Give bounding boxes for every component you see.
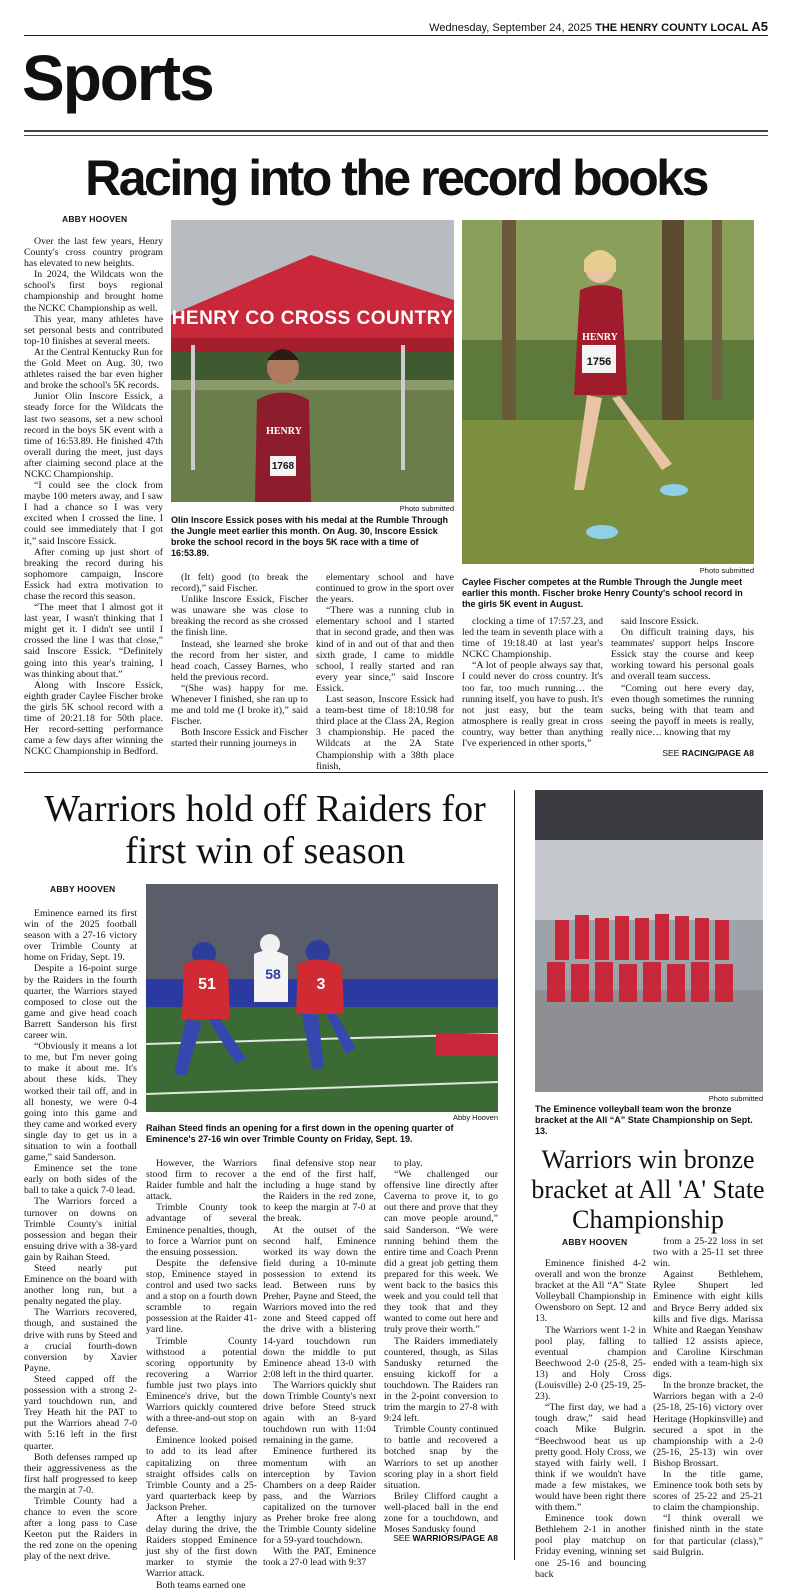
story2-column-3: final defensive stop near the end of the first half, including a huge stand by the Raiders in the red zone, to keep the margin at 7-0 at the break. At the outset of the second half, Eminence worked its way down the field during a 10-minute possession to extend its lead. Between runs by Preher, Payne and Steed, the Warriors moved into the red zone and Steed capped off the drive with a blistering 14-yard touchdown run down the middle to put Eminence ahead 13-0 with 2:08 left in the third quarter. The Warriors quickly shut down Trimble County's next drive before Steed struck again with an 8-yard touchdown run with 11:04 remaining in the game. Eminence furthered its momentum with an interception by Tavion Chambers on a deep Raider pass, and the Warriors capitalized on the turnover as Preher broke free along the Trimble County sideline for a 59-yard touchdown. With the PAT, Eminence took a 27-0 lead with 9:37	[263, 1158, 376, 1569]
story3-column-2: from a 25-22 loss in set two with a 25-11 set three win. Against Bethlehem, Rylee Shupert led Eminence with eight kills and Bryce Berry added six kills and five digs. Marissa White and Raegan Yenshaw tallied 12 assists apiece, and Caroline Kirschman ended with a team-high six digs. In the bronze bracket, the Warriors began with a 2-0 (25-18, 25-16) victory over Heritage (Hopkinsville) and secured a spot in the championship with a 2-0 (25-16, 25-13) win over Bishop Brossart. In the title game, Eminence took both sets by scores of 25-22 and 25-21 to claim the championship. “I think overall we finished ninth in the state for that particular (class),” said Bulgrin.	[653, 1236, 763, 1558]
story1-column-3: elementary school and have continued to grow in the sport over the years. “There was a running club in elementary school and I started that in second grade, and then was kind of in and out of that and then sixth grade, I came to middle school, I really started and ran every year since,” said Inscore Essick. Last season, Inscore Essick had a team-best time of 18:10.98 for third place at the Class 2A, Region 3 championship. He paced the Wildcats at the 2A State Championship with a 38th place finish,	[316, 572, 454, 772]
column-divider	[514, 790, 515, 1560]
story1-photo2-credit: Photo submitted	[699, 566, 754, 575]
story1-headline: Racing into the record books	[85, 150, 707, 206]
story2-column-1: Eminence earned its first win of the 2025 football season with a 27-16 victory over Trimble County at home on Friday, Sept. 19. Despite a 16-point surge by the Raiders in the fourth quarter, the Warriors stayed composed to close out the game and give head coach Barrett Sanderson his first career win. “Obviously it means a lot to me, but I'm never going to make it about me. It's about these kids. They worked their tail off, and in all honesty, we were 0-4 going into this game and they came and worked every single day to get us in a situation to win a football game,” said Sanderson. Eminence set the tone early on both sides of the ball to take a quick 7-0 lead. The Warriors forced a turnover on downs on Trimble County's initial possession and began their ensuing drive with a 38-yard gain by Raihan Steed. Steed nearly put Eminence on the board with another long run, but a penalty negated the play. The Warriors recovered, though, and sustained the drive with runs by Steed and a crucial fourth-down conversion by Xavier Payne. Steed capped off the possession with a strong 2-yard touchdown run, and Trey Heath hit the PAT to put the Warriors ahead 7-0 with 5:16 left in the first quarter. Both defenses ramped up their aggressiveness as the first half progressed to keep the margin at 7-0. Trimble County had a chance to even the score after a long pass to Case Keeton put the Raiders in the red zone on the opening play of the next drive.	[24, 908, 137, 1563]
story2-photo-football	[146, 884, 498, 1112]
jersey-number: 51	[198, 976, 216, 993]
section-title: Sports	[22, 42, 213, 114]
story2-jump-line[interactable]: SEE WARRIORS/PAGE A8	[393, 1533, 498, 1543]
tent-banner-text: HENRY CO CROSS COUNTRY	[171, 308, 454, 329]
race-bib-number: 1756	[586, 356, 612, 368]
story3-photo-caption: The Eminence volleyball team won the bronze bracket at the All “A” State Championship on Sept. 13.	[535, 1104, 753, 1136]
story3-photo-volleyball-team	[535, 790, 763, 1092]
story2-photo-credit: Abby Hooven	[452, 1113, 498, 1122]
story-divider	[24, 772, 768, 773]
story1-photo2-caption: Caylee Fischer competes at the Rumble Through the Jungle meet earlier this month. Fischer broke Henry County's school record in the girls 5K event in August.	[462, 577, 743, 609]
story1-photo-runner-woods	[462, 220, 754, 564]
story1-column-2: (It felt) good (to break the record),” said Fischer. Unlike Inscore Essick, Fischer was unaware she was close to breaking the record as she crossed the finish line. Instead, she learned she broke the record from her sister, and head coach, Cassey Barnes, who held the previous record. “(She was) happy for me. Whenever I finished, she ran up to me and told me (I broke it),” said Fischer. Both Inscore Essick and Fischer started their running journeys in	[171, 572, 308, 750]
story3-column-1: Eminence finished 4-2 overall and won the bronze bracket at the All “A” State Volleyball Championship in Owensboro on Sept. 12 and 13. The Warriors went 1-2 in pool play, falling to eventual champion Beechwood 2-0 (25-8, 25-13) and Holy Cross (Louisville) 2-0 (25-19, 25-23). “The first day, we had a tough draw,” said head coach Mike Bulgrin. “Beechwood beat us up pretty good. Holy Cross, we stayed with fairly well. I think if we wouldn't have made a few mistakes, we would have been right there with them.” Eminence took down Bethlehem 2-1 in another pool play matchup on Friday evening, winning set one 25-16 and bouncing back	[535, 1258, 646, 1580]
jersey-number: 3	[316, 976, 326, 993]
newspaper-name: THE HENRY COUNTY LOCAL	[595, 22, 749, 34]
story1-photo1-credit: Photo submitted	[399, 504, 454, 513]
story1-column-5: said Inscore Essick. On difficult training days, his teammates' support helps Inscore Essick stay the course and keep working toward his personal goals and overall team success. “Coming out here every day, even though sometimes the running sucks, being with that team and seeing the payoff in meets is really, really nice… knowing that my	[611, 616, 754, 738]
story2-column-4: to play. “We challenged our offensive line directly after Caverna to prove it, to go out there and prove that they can move people around,” said Sanderson. “We were running behind them the entire time and Coach Prenn did a great job getting them prepared for this week. We went back to the basics this week and you could tell that they took that and they wanted to come out here and truly prove their worth.” The Raiders immediately countered, though, as Silas Sandusky returned the ensuing kickoff for a touchdown. The Raiders ran in the 2-point conversion to trim the margin to 27-8 with 9:24 left. Trimble County continued to battle and recovered a botched snap by the Warriors to set up another scoring play in a short field situation. Briley Clifford caught a well-placed ball in the end zone for a touchdown, and Moses Sandusky found	[384, 1158, 498, 1536]
story1-column-4: clocking a time of 17:57.23, and led the team in seventh place with a time of 19:18.40 at last year's NCKC Championship. “A lot of people always say that, I could never do cross country. It's too far, too much running… the running itself, you have to push. It's not just easy, but the team atmosphere is really great in cross country, way better than anything I've experienced in other sports,”	[462, 616, 603, 750]
story1-photo1-caption: Olin Inscore Essick poses with his medal at the Rumble Through the Jungle meet earlier this month. On Aug. 30, Inscore Essick broke the school record in the boys 5K race with a time of 16:53.89.	[171, 515, 449, 558]
story2-photo-caption: Raihan Steed finds an opening for a first down in the opening quarter of Eminence's 27-16 win over Trimble County on Friday, Sept. 19.	[146, 1123, 454, 1144]
jersey-text: HENRY	[266, 426, 302, 437]
story3-byline: ABBY HOOVEN	[562, 1237, 628, 1247]
story2-byline: ABBY HOOVEN	[50, 884, 116, 894]
story3-headline: Warriors win bronze bracket at All 'A' State Championship	[531, 1145, 765, 1234]
story1-photo-runner-tent	[171, 220, 454, 502]
jersey-text: HENRY	[582, 332, 618, 343]
jersey-number: 58	[265, 966, 281, 982]
story3-photo-credit: Photo submitted	[708, 1094, 763, 1103]
story2-column-2: However, the Warriors stood firm to recover a Raider fumble and halt the attack. Trimble County took advantage of several Eminence penalties, though, to force a Warrior punt on the ensuing possession. Despite the defensive stop, Eminence stayed in control and used two sacks and a stop on a fourth down scramble to regain possession at the Raider 41-yard line. Trimble County withstood a potential scoring opportunity by recovering a Warrior fumble just two plays into Eminence's drive, but the Warriors quickly countered with a three-and-out stop on defense. Eminence looked poised to add to its lead after capitalizing on three straight offsides calls on Trimble County and a 25-yard quarterback keep by Jackson Preher. After a lengthy injury delay during the drive, the Raiders stopped Eminence just shy of the first down marker to stymie the Warrior attack. Both teams earned one	[146, 1158, 257, 1591]
issue-date: Wednesday, September 24, 2025	[429, 22, 593, 34]
story1-column-1: Over the last few years, Henry County's cross country program has elevated to new heights. In 2024, the Wildcats won the school's first boys regional championship and brought home the NCKC Championship as well. This year, many athletes have set personal bests and contributed top-10 finishes at several meets. At the Central Kentucky Run for the Gold Meet on Aug. 30, two athletes raised the bar even higher and broke the school's 5K records. Junior Olin Inscore Essick, a steady force for the Wildcats the last two seasons, set a new school record in the boys 5K event with a time of 16:53.89. He finished 47th overall during the meet, just days after claiming second place at the NCKC Championship. “I could see the clock from maybe 100 meters away, and I saw I had a chance so I was very excited when I crossed the line. I could see immediately that I got it,” said Inscore Essick. After coming up just short of breaking the record during his sophomore campaign, Inscore Essick had extra motivation to chase the record this season. “The meet that I almost got it last year, I wasn't thinking that I might get it. I didn't see until I crossed the line I was that close,” said Inscore Essick. “Definitely going into this year's training, I was thinking about that.” Along with Inscore Essick, eighth grader Caylee Fischer broke the girls 5K school record with a time of 20:21.18 for 50th place. Her record-setting performance came a few days after winning the NCKC Championship in Bedford.	[24, 236, 163, 758]
story1-byline: ABBY HOOVEN	[62, 214, 128, 224]
story1-jump-line[interactable]: SEE RACING/PAGE A8	[662, 748, 754, 758]
page-number: A5	[751, 19, 768, 34]
page-header	[24, 18, 768, 36]
section-divider	[24, 130, 768, 136]
story2-headline: Warriors hold off Raiders for first win of season	[44, 788, 486, 872]
race-bib-number: 1768	[271, 461, 295, 472]
